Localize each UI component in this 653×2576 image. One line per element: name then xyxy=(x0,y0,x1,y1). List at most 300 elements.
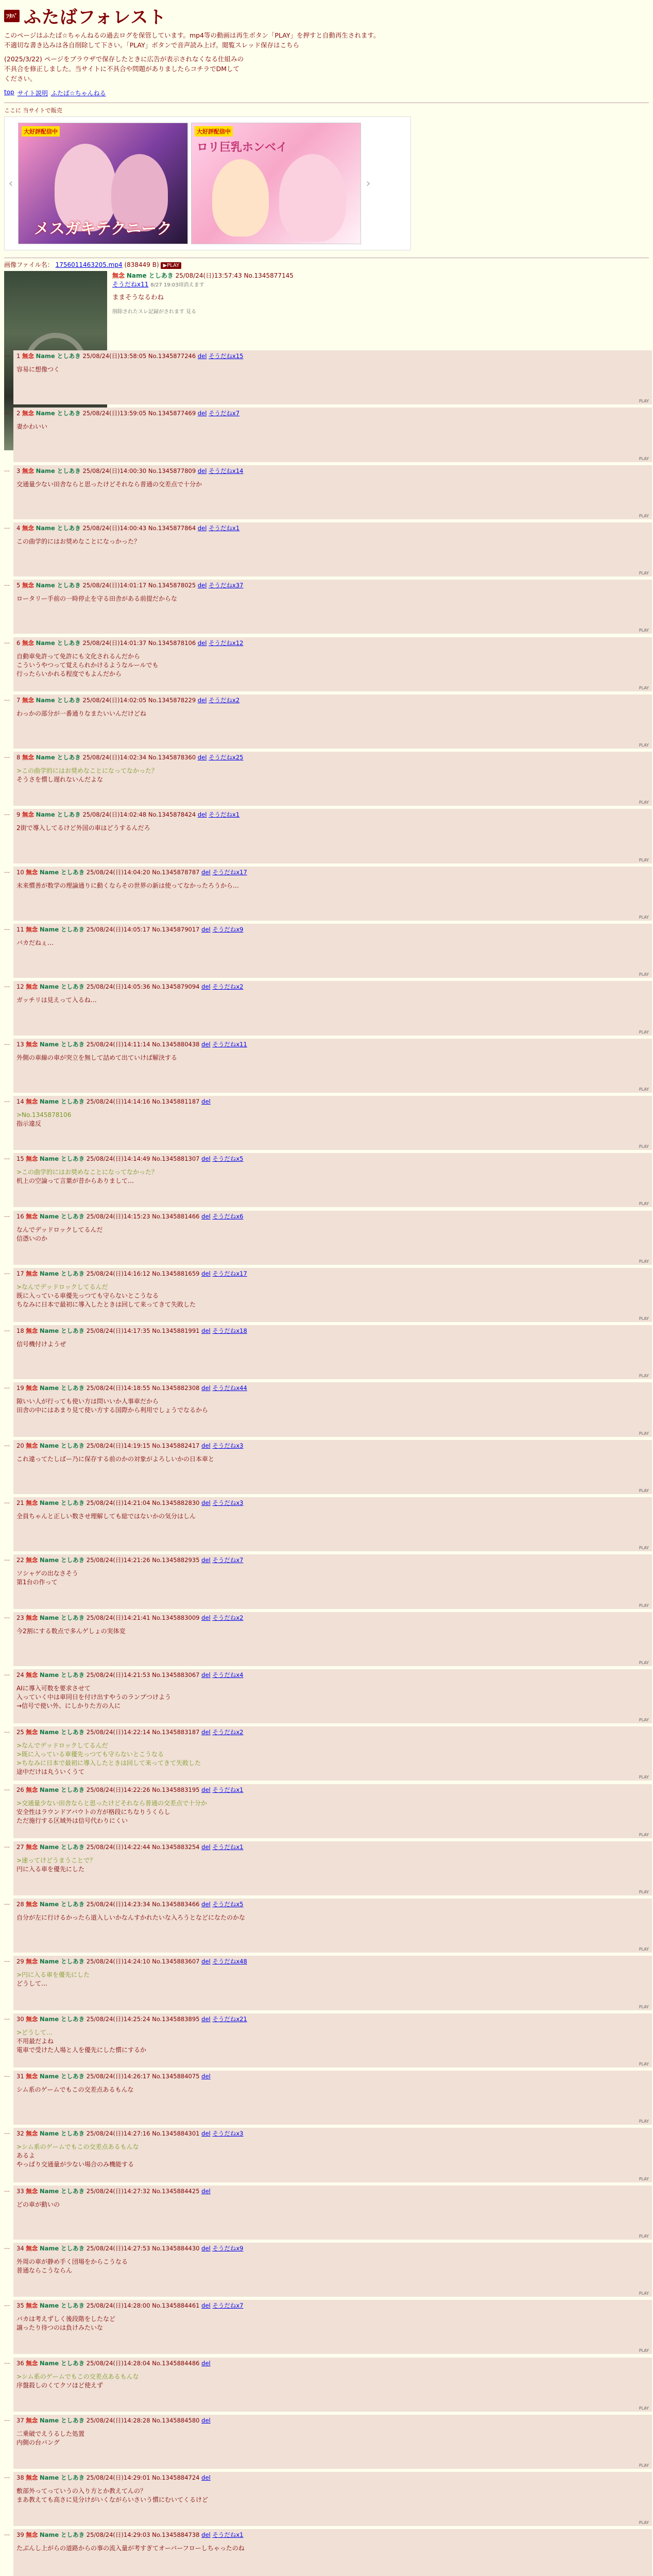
reply-index: 11 xyxy=(16,926,24,933)
soudane-link[interactable]: そうだねx1 xyxy=(212,1786,244,1793)
reply-text-line: >この曲学的にはお奨めなことになってなかった？ xyxy=(16,1168,158,1176)
reply-box xyxy=(13,350,652,404)
del-link[interactable]: del xyxy=(201,1327,211,1335)
file-link[interactable]: 1756011463205.mp4 xyxy=(55,261,123,268)
reply-post xyxy=(4,1554,653,1608)
reply-play-button[interactable]: PLAY xyxy=(639,1603,649,1608)
reply-play-button[interactable]: PLAY xyxy=(639,1775,649,1780)
sitemap-link[interactable]: サイト説明 xyxy=(17,90,48,97)
reply-number[interactable]: No.1345877246 xyxy=(148,352,196,360)
soudane-link[interactable]: そうだねx2 xyxy=(209,696,240,704)
soudane-link[interactable]: そうだねx17 xyxy=(212,868,247,876)
del-link[interactable]: del xyxy=(197,582,207,589)
reply-play-button[interactable]: PLAY xyxy=(639,2463,649,2468)
reply-text-line: 田舎の中にはあまり見て使い方する国際から利用でしょうでなるから xyxy=(16,1406,209,1414)
del-link[interactable]: del xyxy=(197,811,207,819)
reply-text-line: 信号機付けようぜ xyxy=(16,1341,66,1348)
reply-body xyxy=(16,1455,649,1464)
del-link[interactable]: del xyxy=(201,2474,211,2482)
reply-number[interactable]: No.1345882308 xyxy=(152,1384,200,1392)
reply-body xyxy=(16,1226,649,1243)
del-link[interactable]: del xyxy=(201,1442,211,1449)
carousel-next-icon[interactable]: › xyxy=(366,177,371,190)
reply-play-button[interactable]: PLAY xyxy=(639,513,649,518)
soudane-link[interactable]: そうだねx2 xyxy=(212,983,244,991)
del-link[interactable]: del xyxy=(201,1269,211,1277)
reply-mark: … xyxy=(4,867,10,874)
soudane-link[interactable]: そうだねx48 xyxy=(212,1958,247,1965)
reply-header xyxy=(16,810,649,819)
reply-number[interactable]: No.1345883187 xyxy=(152,1728,200,1736)
reply-mark: … xyxy=(4,2014,10,2021)
del-link[interactable]: del xyxy=(201,868,211,876)
del-link[interactable]: del xyxy=(201,2416,211,2424)
reply-mark: … xyxy=(4,581,10,588)
reply-post xyxy=(4,1956,653,2010)
reply-body xyxy=(16,652,649,679)
reply-box xyxy=(13,752,652,806)
nav-links xyxy=(0,84,653,103)
reply-play-button[interactable]: PLAY xyxy=(639,2233,649,2239)
reply-number[interactable]: No.1345877469 xyxy=(148,410,196,417)
reply-index: 13 xyxy=(16,1040,24,1048)
del-link[interactable]: del xyxy=(201,1499,211,1506)
reply-play-button[interactable]: PLAY xyxy=(639,2405,649,2411)
reply-name: Name としあき xyxy=(39,1671,85,1679)
del-link[interactable]: del xyxy=(197,467,207,474)
reply-subject: 無念 xyxy=(22,410,34,417)
reply-name: Name としあき xyxy=(39,1499,85,1506)
soudane-link[interactable]: そうだねx18 xyxy=(212,1327,247,1335)
reply-subject: 無念 xyxy=(22,467,34,474)
reply-subject: 無念 xyxy=(26,1212,38,1220)
reply-date: 25/08/24(日)13:59:05 xyxy=(82,410,147,417)
soudane-link[interactable]: そうだねx1 xyxy=(209,524,240,532)
reply-number[interactable]: No.1345884461 xyxy=(152,2302,200,2310)
reply-play-button[interactable]: PLAY xyxy=(639,800,649,805)
soudane-link[interactable]: そうだねx2 xyxy=(212,1728,244,1736)
top-link[interactable]: top xyxy=(4,89,14,96)
del-link[interactable]: del xyxy=(201,1097,211,1105)
reply-body xyxy=(16,2544,649,2553)
reply-index: 16 xyxy=(16,1212,24,1220)
reply-play-button[interactable]: PLAY xyxy=(639,857,649,862)
reply-body xyxy=(16,480,649,489)
reply-number[interactable]: No.1345878787 xyxy=(152,868,200,876)
reply-subject: 無念 xyxy=(22,696,34,704)
reply-index: 19 xyxy=(16,1384,24,1392)
del-link[interactable]: del xyxy=(201,983,211,991)
del-link[interactable]: del xyxy=(197,524,207,532)
reply-play-button[interactable]: PLAY xyxy=(639,2520,649,2526)
reply-index: 3 xyxy=(16,467,21,474)
del-link[interactable]: del xyxy=(201,2187,211,2195)
reply-name: Name としあき xyxy=(39,1442,85,1449)
op-soudane[interactable]: そうだねx11 xyxy=(112,281,149,288)
play-button[interactable]: ▶PLAY xyxy=(161,262,181,269)
soudane-link[interactable]: そうだねx9 xyxy=(212,2244,244,2252)
reply-number[interactable]: No.1345880438 xyxy=(152,1040,200,1048)
del-link[interactable]: del xyxy=(201,1155,211,1163)
reply-post xyxy=(4,1039,653,1093)
reply-number[interactable]: No.1345878424 xyxy=(148,811,196,819)
reply-post xyxy=(4,2013,653,2067)
reply-name: Name としあき xyxy=(39,1556,85,1564)
reply-post xyxy=(4,2358,653,2412)
reply-number[interactable]: No.1345884486 xyxy=(152,2359,200,2367)
reply-body xyxy=(16,2315,649,2332)
notice-line-1: このページはふたば☆ちゃんねるの過去ログを保管しています。mp4等の動画は再生ボタン「PLAY」を押すと自動再生されます。 xyxy=(4,31,380,39)
reply-text-line: 2街で導入してるけど外国の車はどうするんだろ xyxy=(16,824,150,832)
reply-index: 27 xyxy=(16,1843,24,1851)
reply-body xyxy=(16,537,649,546)
reply-play-button[interactable]: PLAY xyxy=(639,1718,649,1723)
del-link[interactable]: del xyxy=(201,1786,211,1793)
file-size: (838449 B) xyxy=(124,261,159,268)
carousel-prev-icon[interactable]: ‹ xyxy=(8,177,13,190)
soudane-link[interactable]: そうだねx44 xyxy=(212,1384,247,1392)
reply-number[interactable]: No.1345878360 xyxy=(148,754,196,761)
reply-header xyxy=(16,1155,649,1163)
reply-box xyxy=(13,2472,652,2526)
reply-header xyxy=(16,1614,649,1622)
reply-text-line: 譲ったり待つのは負けみたいな xyxy=(16,2324,104,2332)
reply-mark: … xyxy=(4,695,10,702)
reply-play-button[interactable]: PLAY xyxy=(639,1029,649,1035)
del-link[interactable]: del xyxy=(201,1556,211,1564)
reply-play-button[interactable]: PLAY xyxy=(639,1890,649,1895)
reply-text-line: ロータリー手前の一時停止を守る田舎がある前提だからな xyxy=(16,595,178,603)
reply-number[interactable]: No.1345878106 xyxy=(148,639,196,647)
soudane-link[interactable]: そうだねx5 xyxy=(212,1155,244,1163)
soudane-link[interactable]: そうだねx15 xyxy=(209,352,244,360)
reply-text-line: >既に入っている車優先っつても守らないとこうなる xyxy=(16,1751,164,1758)
soudane-link[interactable]: そうだねx21 xyxy=(212,2015,247,2023)
reply-mark: … xyxy=(4,1440,10,1448)
del-link[interactable]: del xyxy=(201,1901,211,1908)
soudane-link[interactable]: そうだねx1 xyxy=(209,811,240,819)
del-link[interactable]: del xyxy=(201,2073,211,2080)
reply-header xyxy=(16,1900,649,1908)
reply-mark: … xyxy=(4,1268,10,1276)
reply-header xyxy=(16,982,649,991)
del-link[interactable]: del xyxy=(201,1958,211,1965)
reply-number[interactable]: No.1345884425 xyxy=(152,2187,200,2195)
reply-name: Name としあき xyxy=(39,868,85,876)
reply-play-button[interactable]: PLAY xyxy=(639,2291,649,2296)
reply-date: 25/08/24(日)14:05:36 xyxy=(86,983,150,991)
soudane-link[interactable]: そうだねx17 xyxy=(212,1269,247,1277)
site-title: ふたばフォレスト xyxy=(24,7,167,28)
reply-play-button[interactable]: PLAY xyxy=(639,2348,649,2353)
del-link[interactable]: del xyxy=(197,410,207,417)
reply-box xyxy=(13,1382,652,1436)
reply-header xyxy=(16,1728,649,1736)
reply-name: Name としあき xyxy=(39,1384,85,1392)
reply-post xyxy=(4,465,653,519)
reply-play-button[interactable]: PLAY xyxy=(639,1144,649,1149)
reply-box xyxy=(13,522,652,577)
reply-name: Name としあき xyxy=(39,2474,85,2482)
reply-text-line: バカは考えずしく後段階をしたなど xyxy=(16,2315,116,2323)
del-link[interactable]: del xyxy=(201,1728,211,1736)
futaba-link[interactable]: ふたば☆ちゃんねる xyxy=(50,90,106,97)
reply-play-button[interactable]: PLAY xyxy=(639,1087,649,1092)
soudane-link[interactable]: そうだねx7 xyxy=(212,1556,244,1564)
reply-post xyxy=(4,350,653,404)
reply-play-button[interactable]: PLAY xyxy=(639,1374,649,1379)
reply-text-line: 第1台の作って xyxy=(16,1579,58,1586)
reply-header xyxy=(16,2531,649,2539)
reply-name: Name としあき xyxy=(39,2359,85,2367)
reply-date: 25/08/24(日)14:19:15 xyxy=(86,1442,150,1449)
reply-text-line: >なんでデッドロックしてるんだ xyxy=(16,1742,108,1750)
op-subject: 無念 xyxy=(112,272,125,279)
reply-play-button[interactable]: PLAY xyxy=(639,1201,649,1207)
reply-play-button[interactable]: PLAY xyxy=(639,2119,649,2124)
soudane-link[interactable]: そうだねx1 xyxy=(212,1843,244,1851)
reply-name: Name としあき xyxy=(39,1843,85,1851)
del-link[interactable]: del xyxy=(197,352,207,360)
reply-number[interactable]: No.1345884301 xyxy=(152,2130,200,2138)
reply-number[interactable]: No.1345877809 xyxy=(148,467,196,474)
reply-date: 25/08/24(日)14:27:16 xyxy=(86,2130,150,2138)
reply-number[interactable]: No.1345883067 xyxy=(152,1671,200,1679)
reply-play-button[interactable]: PLAY xyxy=(639,1316,649,1321)
reply-header xyxy=(16,925,649,934)
reply-header xyxy=(16,1097,649,1106)
reply-number[interactable]: No.1345884738 xyxy=(152,2531,200,2539)
reply-number[interactable]: No.1345878229 xyxy=(148,696,196,704)
reply-post xyxy=(4,1440,653,1494)
reply-post xyxy=(4,408,653,462)
reply-text-line: なんでデッドロックしてるんだ xyxy=(16,1226,103,1233)
reply-play-button[interactable]: PLAY xyxy=(639,1947,649,1952)
del-link[interactable]: del xyxy=(197,639,207,647)
site-logo[interactable]: ﾌﾀﾊﾞ xyxy=(4,10,20,22)
reply-mark: … xyxy=(4,1785,10,1792)
reply-date: 25/08/24(日)14:27:53 xyxy=(86,2244,150,2252)
reply-mark: … xyxy=(4,925,10,931)
reply-number[interactable]: No.1345878025 xyxy=(148,582,196,589)
soudane-link[interactable]: そうだねx5 xyxy=(212,1901,244,1908)
reply-play-button[interactable]: PLAY xyxy=(639,2004,649,2009)
del-link[interactable]: del xyxy=(197,754,207,761)
reply-body xyxy=(16,1684,649,1710)
reply-play-button[interactable]: PLAY xyxy=(639,399,649,404)
reply-index: 15 xyxy=(16,1155,24,1163)
reply-post xyxy=(4,2472,653,2526)
reply-subject: 無念 xyxy=(26,1040,38,1048)
del-link[interactable]: del xyxy=(201,1384,211,1392)
reply-post xyxy=(4,1612,653,1666)
del-link[interactable]: del xyxy=(201,2244,211,2252)
ad-card-2[interactable] xyxy=(191,123,361,244)
reply-play-button[interactable]: PLAY xyxy=(639,1546,649,1551)
reply-mark: … xyxy=(4,2129,10,2136)
reply-number[interactable]: No.1345879094 xyxy=(152,983,200,991)
reply-number[interactable]: No.1345882417 xyxy=(152,1442,200,1449)
reply-index: 4 xyxy=(16,524,21,532)
reply-index: 1 xyxy=(16,352,21,360)
soudane-link[interactable]: そうだねx7 xyxy=(209,410,240,417)
reply-post xyxy=(4,1096,653,1150)
reply-box xyxy=(13,809,652,863)
reply-number[interactable]: No.1345884580 xyxy=(152,2416,200,2424)
reply-number[interactable]: No.1345879017 xyxy=(152,926,200,933)
reply-number[interactable]: No.1345883254 xyxy=(152,1843,200,1851)
reply-box xyxy=(13,1669,652,1723)
del-link[interactable]: del xyxy=(201,1671,211,1679)
op-name: Name としあき xyxy=(126,272,174,279)
soudane-link[interactable]: そうだねx9 xyxy=(212,926,244,933)
ad-carousel xyxy=(4,106,411,250)
reply-subject: 無念 xyxy=(26,1327,38,1335)
reply-name: Name としあき xyxy=(39,2130,85,2138)
reply-number[interactable]: No.1345877864 xyxy=(148,524,196,532)
reply-date: 25/08/24(日)14:11:14 xyxy=(86,1040,150,1048)
reply-post xyxy=(4,809,653,863)
reply-play-button[interactable]: PLAY xyxy=(639,571,649,576)
reply-number[interactable]: No.1345882830 xyxy=(152,1499,200,1506)
reply-play-button[interactable]: PLAY xyxy=(639,1431,649,1436)
reply-text-line: 既に入っている車優先っつても守らないとこうなる xyxy=(16,1292,159,1299)
reply-text-line: 交通量少ない田舎ならと思ったけどそれなら普通の交差点で十分か xyxy=(16,480,202,488)
soudane-link[interactable]: そうだねx3 xyxy=(212,2130,244,2138)
del-link[interactable]: del xyxy=(201,2531,211,2539)
notice-line-5: ください。 xyxy=(4,75,37,82)
reply-text-line: >速ってけどうまうことで？ xyxy=(16,1856,96,1864)
reply-play-button[interactable]: PLAY xyxy=(639,743,649,748)
reply-play-button[interactable]: PLAY xyxy=(639,1488,649,1493)
reply-header xyxy=(16,352,649,360)
soudane-link[interactable]: そうだねx6 xyxy=(212,1212,244,1220)
reply-number[interactable]: No.1345881991 xyxy=(152,1327,200,1335)
del-link[interactable]: del xyxy=(201,2359,211,2367)
reply-play-button[interactable]: PLAY xyxy=(639,972,649,977)
reply-number[interactable]: No.1345883195 xyxy=(152,1786,200,1793)
reply-number[interactable]: No.1345881187 xyxy=(152,1097,200,1105)
reply-mark: … xyxy=(4,466,10,473)
soudane-link[interactable]: そうだねx12 xyxy=(209,639,244,647)
reply-date: 25/08/24(日)14:22:44 xyxy=(86,1843,150,1851)
soudane-link[interactable]: そうだねx3 xyxy=(212,1499,244,1506)
reply-text-line: 信憑いのか xyxy=(16,1234,48,1242)
reply-box xyxy=(13,2185,652,2240)
op-text: ままそうなるわね xyxy=(112,293,164,301)
reply-number[interactable]: No.1345881307 xyxy=(152,1155,200,1163)
soudane-link[interactable]: そうだねx11 xyxy=(212,1040,247,1048)
reply-body xyxy=(16,1799,649,1825)
reply-text-line: そうさを慣し遅れないんだよな xyxy=(16,776,104,784)
del-link[interactable]: del xyxy=(201,2015,211,2023)
soudane-link[interactable]: そうだねx25 xyxy=(209,754,244,761)
reply-number[interactable]: No.1345884075 xyxy=(152,2073,200,2080)
del-link[interactable]: del xyxy=(201,2130,211,2138)
reply-subject: 無念 xyxy=(26,1269,38,1277)
soudane-link[interactable]: そうだねx1 xyxy=(212,2531,244,2539)
soudane-link[interactable]: そうだねx4 xyxy=(212,1671,244,1679)
del-link[interactable]: del xyxy=(201,1040,211,1048)
reply-name: Name としあき xyxy=(36,754,81,761)
reply-name: Name としあき xyxy=(39,1614,85,1621)
reply-date: 25/08/24(日)14:00:43 xyxy=(82,524,147,532)
reply-header xyxy=(16,524,649,532)
reply-play-button[interactable]: PLAY xyxy=(639,456,649,461)
reply-number[interactable]: No.1345881659 xyxy=(152,1269,200,1277)
reply-name: Name としあき xyxy=(39,2187,85,2195)
reply-play-button[interactable]: PLAY xyxy=(639,1259,649,1264)
soudane-link[interactable]: そうだねx2 xyxy=(212,1614,244,1621)
reply-date: 25/08/24(日)14:02:34 xyxy=(82,754,147,761)
reply-number[interactable]: No.1345883466 xyxy=(152,1901,200,1908)
del-link[interactable]: del xyxy=(201,1212,211,1220)
del-link[interactable]: del xyxy=(197,696,207,704)
reply-body xyxy=(16,1627,649,1636)
reply-date: 25/08/24(日)14:18:55 xyxy=(86,1384,150,1392)
reply-number[interactable]: No.1345884430 xyxy=(152,2244,200,2252)
reply-subject: 無念 xyxy=(26,2474,38,2482)
op-header xyxy=(112,271,294,280)
reply-play-button[interactable]: PLAY xyxy=(639,2061,649,2066)
reply-text-line: ちなみに日本で最初に導入したときは回して来ってきて失敗した xyxy=(16,1300,196,1308)
reply-number[interactable]: No.1345883895 xyxy=(152,2015,200,2023)
reply-text-line: 自動車免許って免許にも文化されるんだから xyxy=(16,652,141,660)
ad-card-1[interactable] xyxy=(18,123,188,244)
reply-post xyxy=(4,2071,653,2125)
reply-header xyxy=(16,2244,649,2252)
del-link[interactable]: del xyxy=(201,926,211,933)
reply-play-button[interactable]: PLAY xyxy=(639,914,649,920)
reply-number[interactable]: No.1345883009 xyxy=(152,1614,200,1621)
reply-play-button[interactable]: PLAY xyxy=(639,628,649,633)
reply-number[interactable]: No.1345883607 xyxy=(152,1958,200,1965)
reply-text-line: 不用最だよね xyxy=(16,2037,54,2045)
reply-subject: 無念 xyxy=(26,1901,38,1908)
reply-play-button[interactable]: PLAY xyxy=(639,1832,649,1837)
soudane-link[interactable]: そうだねx37 xyxy=(209,582,244,589)
reply-index: 10 xyxy=(16,868,24,876)
reply-number[interactable]: No.1345882935 xyxy=(152,1556,200,1564)
reply-play-button[interactable]: PLAY xyxy=(639,2176,649,2181)
reply-mark: … xyxy=(4,2243,10,2250)
reply-number[interactable]: No.1345881466 xyxy=(152,1212,200,1220)
soudane-link[interactable]: そうだねx14 xyxy=(209,467,244,474)
reply-name: Name としあき xyxy=(39,1901,85,1908)
reply-play-button[interactable]: PLAY xyxy=(639,685,649,690)
reply-play-button[interactable]: PLAY xyxy=(639,1660,649,1665)
ad-title: メスガキテクニーク xyxy=(33,220,173,238)
reply-body xyxy=(16,1397,649,1415)
reply-name: Name としあき xyxy=(39,1269,85,1277)
reply-index: 26 xyxy=(16,1786,24,1793)
reply-subject: 無念 xyxy=(26,2187,38,2195)
soudane-link[interactable]: そうだねx3 xyxy=(212,1442,244,1449)
del-link[interactable]: del xyxy=(201,1843,211,1851)
reply-number[interactable]: No.1345884724 xyxy=(152,2474,200,2482)
soudane-link[interactable]: そうだねx7 xyxy=(212,2302,244,2310)
reply-mark: … xyxy=(4,982,10,989)
del-link[interactable]: del xyxy=(201,1614,211,1621)
op-number[interactable]: No.1345877145 xyxy=(244,272,294,279)
del-link[interactable]: del xyxy=(201,2302,211,2310)
reply-text-line: 内側の台バング xyxy=(16,2438,60,2446)
reply-date: 25/08/24(日)14:29:01 xyxy=(86,2474,150,2482)
reply-index: 25 xyxy=(16,1728,24,1736)
reply-box xyxy=(13,981,652,1035)
reply-index: 31 xyxy=(16,2073,24,2080)
reply-subject: 無念 xyxy=(26,2244,38,2252)
